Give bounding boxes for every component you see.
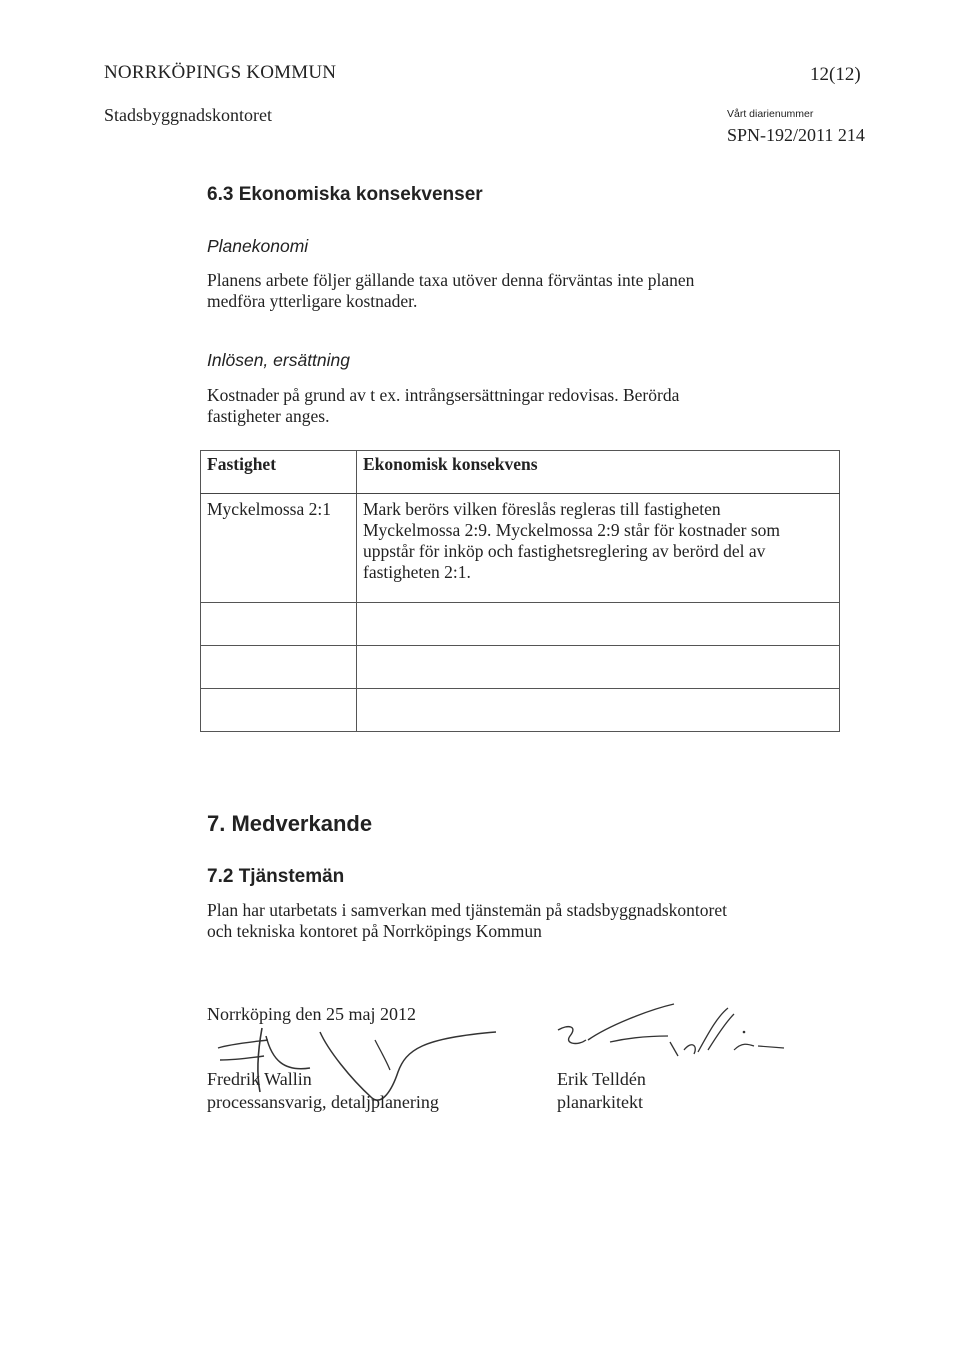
table-row-empty [201,646,840,689]
paragraph-line: fastigheter anges. [207,406,330,426]
signer-2-name: Erik Telldén [557,1069,646,1089]
paragraph-line: och tekniska kontoret på Norrköpings Kommun [207,921,542,941]
table-header-cell [201,451,357,494]
column-header-property: Fastighet [207,454,277,474]
column-header-consequence: Ekonomisk konsekvens [363,454,538,474]
table-cell [357,603,840,646]
paragraph-line: medföra ytterligare kostnader. [207,291,418,311]
table-header-cell [357,451,840,494]
table-cell [357,494,840,603]
signer-1-name: Fredrik Wallin [207,1069,312,1089]
subheading-officials: 7.2 Tjänstemän [207,866,345,887]
signer-1-role: processansvarig, detaljplanering [207,1092,439,1112]
paragraph-planekonomi [207,270,807,312]
signature-scribble-2 [548,1000,788,1070]
paragraph-inlosen [207,385,767,427]
page-number: 12(12) [810,64,861,85]
paragraph-officials [207,900,827,942]
paragraph-line: Kostnader på grund av t ex. intrångsersättningar redovisas. Berörda [207,385,680,405]
consequence-text [357,494,839,588]
paragraph-line: Planens arbete följer gällande taxa utöver denna förväntas inte planen [207,270,695,290]
subheading-inlosen: Inlösen, ersättning [207,350,351,370]
property-name: Myckelmossa 2:1 [207,499,331,519]
table-cell [201,689,357,732]
table-header-row [201,451,840,494]
organization-name: NORRKÖPINGS KOMMUN [104,62,337,83]
table-cell [201,494,357,603]
table-row-empty [201,603,840,646]
signature-place-date: Norrköping den 25 maj 2012 [207,1004,416,1024]
paragraph-line: Plan har utarbetats i samverkan med tjänstemän på stadsbyggnadskontoret [207,900,728,920]
table-cell [201,603,357,646]
table-cell [357,689,840,732]
consequence-line: fastigheten 2:1. [363,562,471,582]
section-title-economic-consequences: 6.3 Ekonomiska konsekvenser [207,184,483,205]
economic-consequence-table [200,450,840,732]
diary-number-label: Vårt diarienummer [727,108,814,120]
diary-number: SPN-192/2011 214 [727,125,865,145]
table-row-empty [201,689,840,732]
table-cell [201,646,357,689]
consequence-line: uppstår för inköp och fastighetsreglering av berörd del av [363,541,766,561]
subheading-planekonomi: Planekonomi [207,236,309,256]
section-title-contributors: 7. Medverkande [207,811,373,836]
table-cell [357,646,840,689]
consequence-line: Myckelmossa 2:9. Myckelmossa 2:9 står för kostnader som [363,520,781,540]
department-name: Stadsbyggnadskontoret [104,105,272,125]
signer-2-role: planarkitekt [557,1092,643,1112]
table-row [201,494,840,603]
consequence-line: Mark berörs vilken föreslås regleras till fastigheten [363,499,721,519]
